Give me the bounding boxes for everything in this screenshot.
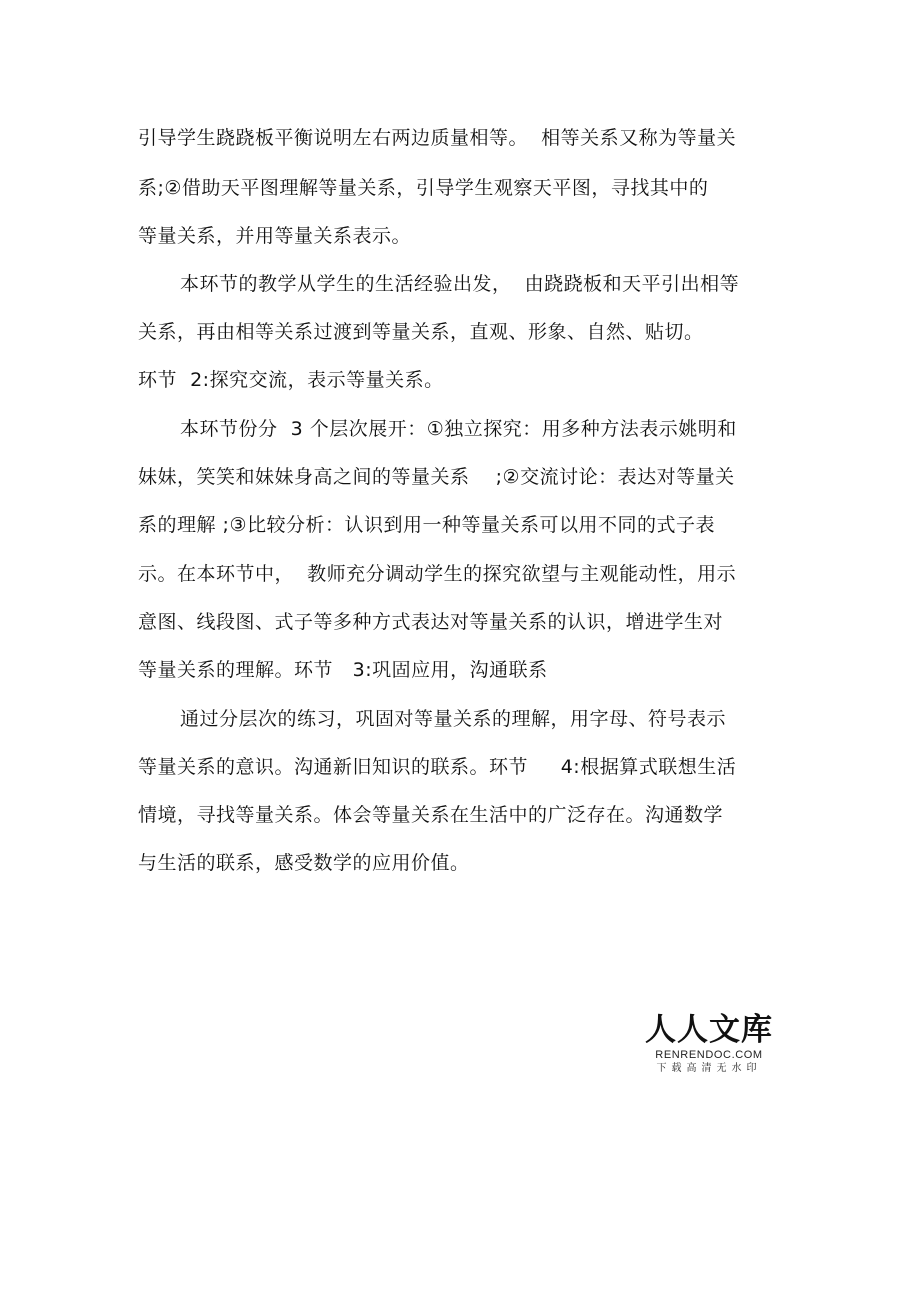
text-line: 意图、线段图、式子等多种方式表达对等量关系的认识，增进学生对 — [138, 611, 724, 633]
section-heading-line: 环节 2:探究交流，表示等量关系。 — [138, 369, 444, 391]
text-line: 示。在本环节中， 教师充分调动学生的探究欲望与主观能动性，用示 — [138, 563, 737, 585]
text-line: 等量关系的理解。环节 3:巩固应用，沟通联系 — [138, 659, 548, 681]
text-line: 与生活的联系，感受数学的应用价值。 — [138, 852, 470, 874]
text-line: 关系，再由相等关系过渡到等量关系，直观、形象、自然、贴切。 — [138, 321, 704, 343]
watermark-domain: RENRENDOC.COM — [655, 1049, 763, 1061]
text-line: 引导学生跷跷板平衡说明左右两边质量相等。 相等关系又称为等量关 — [138, 127, 737, 149]
text-line: 等量关系的意识。沟通新旧知识的联系。环节 4:根据算式联想生活 — [138, 756, 737, 778]
paragraph-start-line: 本环节份分 3 个层次展开：①独立探究：用多种方法表示姚明和 — [180, 418, 737, 440]
watermark-logo — [644, 1012, 774, 1076]
watermark-name: 人人文库 — [645, 1012, 773, 1048]
text-line: 妹妹，笑笑和妹妹身高之间的等量关系 ;②交流讨论：表达对等量关 — [138, 466, 735, 488]
text-line: 情境，寻找等量关系。体会等量关系在生活中的广泛存在。沟通数学 — [138, 804, 724, 826]
text-line: 等量关系，并用等量关系表示。 — [138, 225, 412, 247]
text-line: 系;②借助天平图理解等量关系，引导学生观察天平图，寻找其中的 — [138, 177, 709, 199]
paragraph-start-line: 通过分层次的练习，巩固对等量关系的理解，用字母、符号表示 — [180, 708, 727, 730]
watermark-slogan: 下载高清无水印 — [656, 1063, 762, 1074]
paragraph-start-line: 本环节的教学从学生的生活经验出发， 由跷跷板和天平引出相等 — [180, 273, 740, 295]
text-line: 系的理解 ;③比较分析：认识到用一种等量关系可以用不同的式子表 — [138, 514, 715, 536]
